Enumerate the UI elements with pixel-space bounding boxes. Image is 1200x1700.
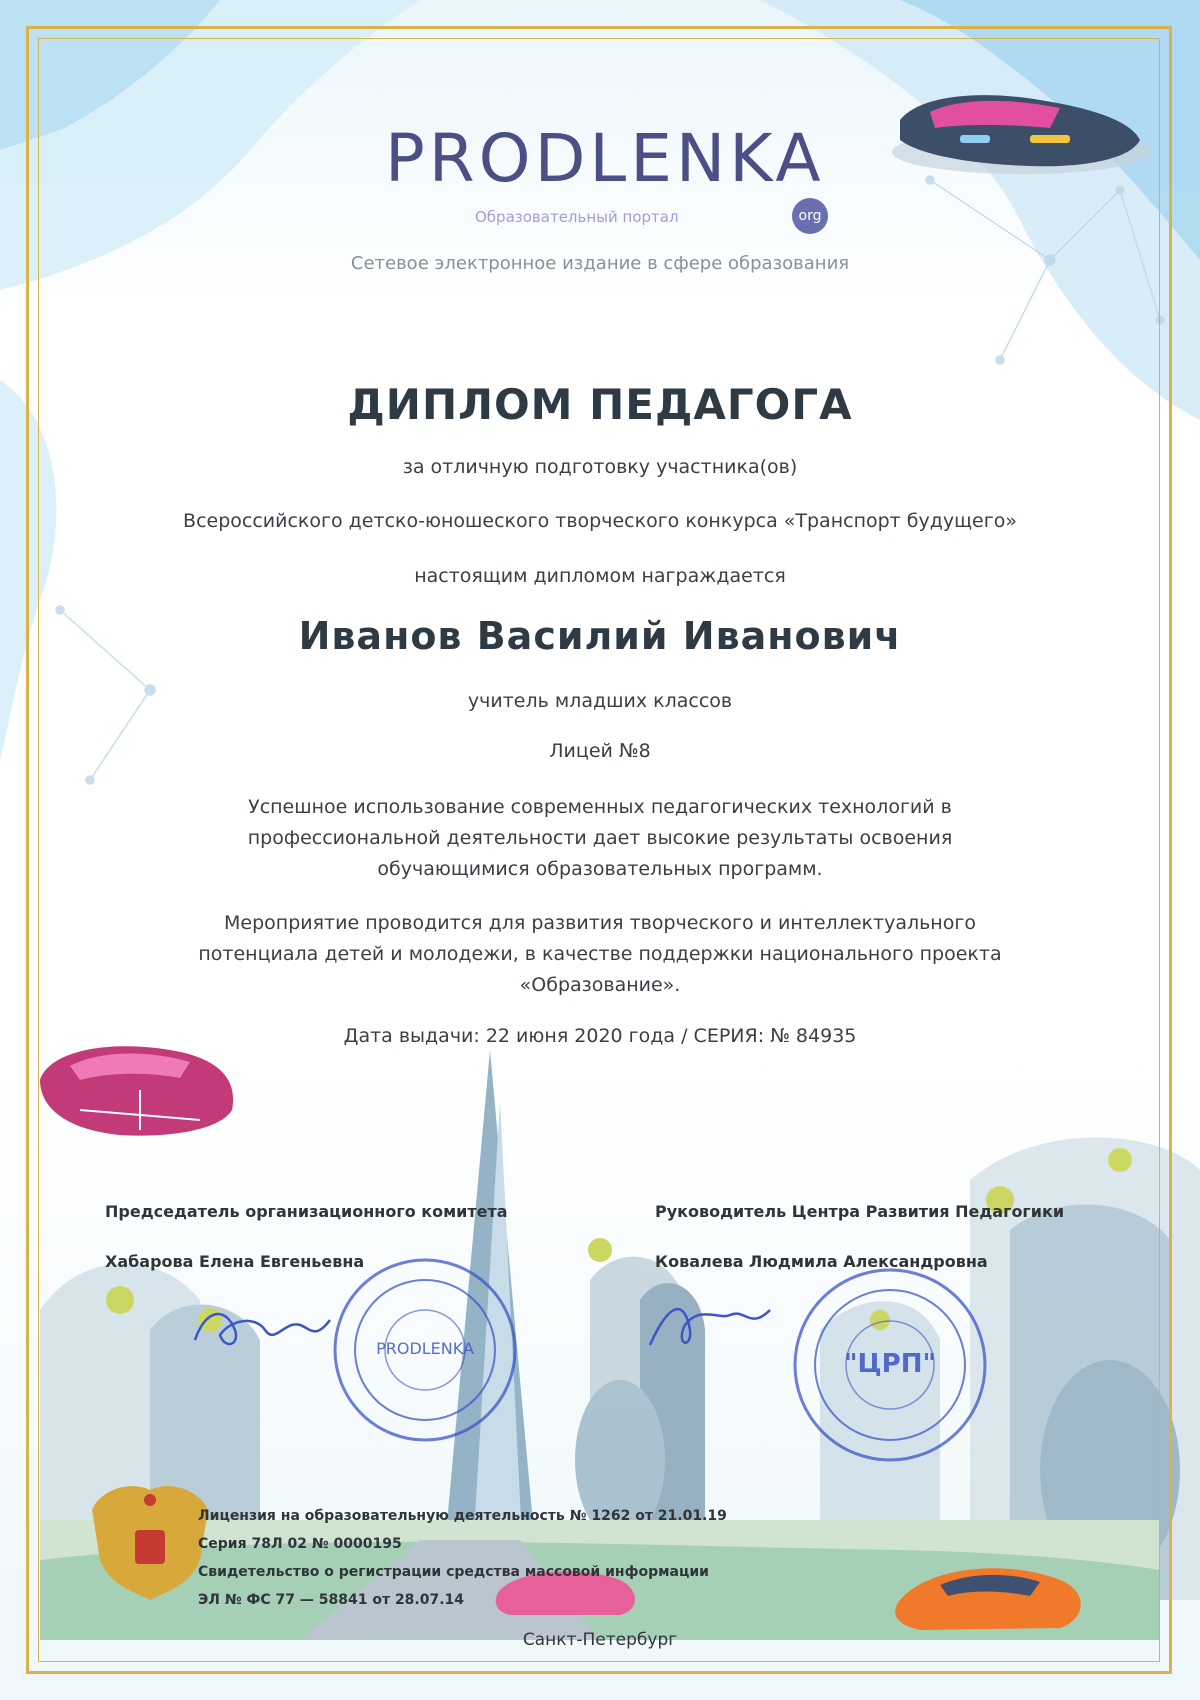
- recipient-name: Иванов Василий Иванович: [298, 614, 902, 658]
- recipient-position: учитель младших классов: [467, 690, 733, 712]
- purpose-paragraph: Мероприятие проводится для развития творческого и интеллектуального потенциала детей и молодежи, в качестве поддержки национального проекта «Образование».: [198, 912, 1002, 996]
- logo-org-badge: org: [792, 198, 828, 234]
- right-signature-icon: [640, 1290, 790, 1360]
- media-number-line: ЭЛ № ФС 77 — 58841 от 28.07.14: [198, 1592, 465, 1608]
- issue-info: Дата выдачи: 22 июня 2020 года / СЕРИЯ: № 84935: [343, 1025, 857, 1047]
- left-signature-icon: [185, 1290, 345, 1360]
- right-signer-title: Руководитель Центра Развития Педагогики: [655, 1202, 1065, 1221]
- series-line: Серия 78Л 02 № 0000195: [198, 1536, 402, 1552]
- media-cert-line: Свидетельство о регистрации средства массовой информации: [198, 1564, 709, 1580]
- diploma-title: ДИПЛОМ ПЕДАГОГА: [347, 380, 853, 429]
- logo-tagline: Образовательный портал: [475, 208, 679, 226]
- prodlenka-stamp: [330, 1255, 520, 1445]
- city-caption: Санкт-Петербург: [522, 1630, 678, 1650]
- prodlenka-logo: [385, 120, 845, 240]
- left-signer-name: Хабарова Елена Евгеньевна: [105, 1252, 365, 1271]
- license-line: Лицензия на образовательную деятельность № 1262 от 21.01.19: [198, 1508, 727, 1524]
- stamp-center-text: PRODLENKA: [376, 1339, 474, 1358]
- recipient-institution: Лицей №8: [549, 740, 651, 762]
- diploma-subtitle: за отличную подготовку участника(ов): [402, 456, 798, 478]
- right-signer-name: Ковалева Людмила Александровна: [655, 1252, 988, 1271]
- edition-caption: Сетевое электронное издание в сфере образования: [350, 253, 850, 274]
- awarded-text: настоящим дипломом награждается: [414, 565, 786, 587]
- logo-wordmark: PRODLENKA: [385, 120, 825, 197]
- stamp-center-text: "ЦРП": [843, 1349, 937, 1379]
- achievement-paragraph: Успешное использование современных педагогических технологий в профессиональной деятельности дает высокие результаты освоения обучающимися образовательных программ.: [247, 796, 953, 880]
- left-signer-title: Председатель организационного комитета: [105, 1202, 508, 1221]
- contest-name: Всероссийского детско-юношеского творческого конкурса «Транспорт будущего»: [183, 510, 1017, 532]
- crp-stamp: [790, 1265, 990, 1465]
